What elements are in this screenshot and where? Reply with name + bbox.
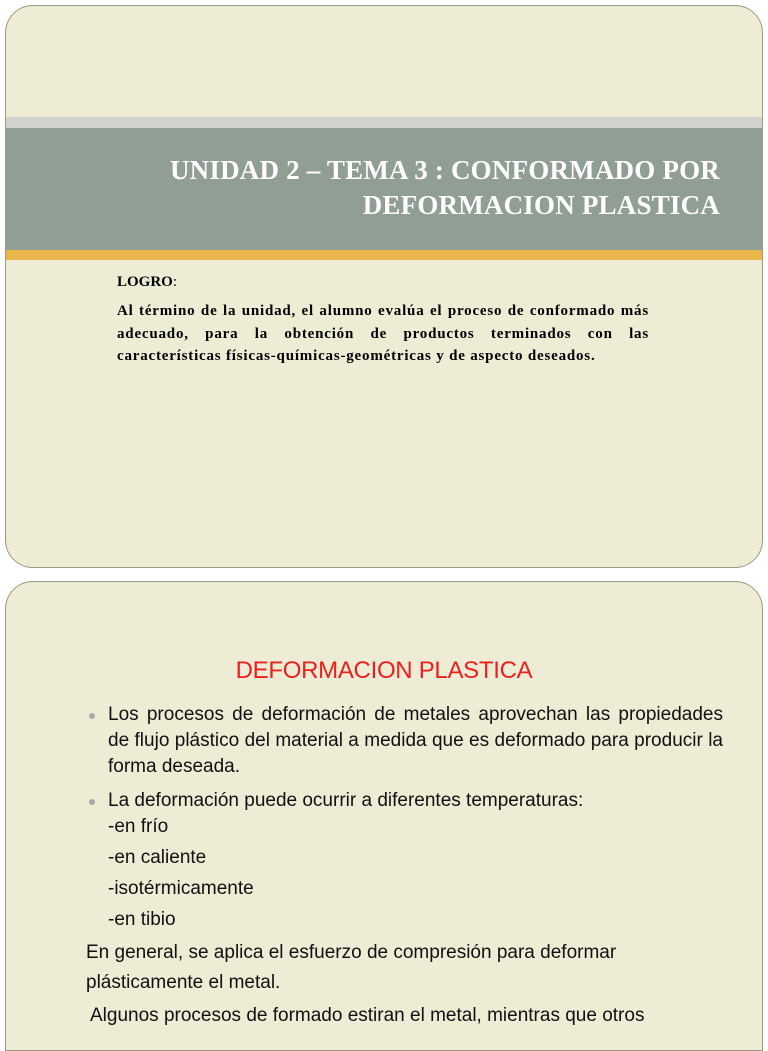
title-top-band <box>6 117 762 128</box>
temperature-item: -isotérmicamente <box>108 878 254 899</box>
paragraph-compression: En general, se aplica el esfuerzo de compresión para deformar plásticamente el metal. <box>86 942 617 993</box>
slide-2-heading: DEFORMACION PLASTICA <box>235 657 533 684</box>
slide-1 <box>5 5 763 568</box>
bullet-text: Los procesos de deformación de metales aprovechan las propiedades de flujo plástico del material a medida que es deformado para producir la forma deseada. <box>108 704 723 777</box>
temperature-item: -en frío <box>108 816 169 837</box>
temperature-item: -en caliente <box>108 847 207 868</box>
bullet-text: La deformación puede ocurrir a diferentes temperaturas: <box>108 790 584 811</box>
slide-title <box>80 153 720 223</box>
temperature-item: -en tibio <box>108 909 176 930</box>
bullet-list <box>86 702 723 941</box>
logro-heading <box>117 274 177 291</box>
bullet-dot-icon <box>89 799 95 805</box>
paragraph-stretch: Algunos procesos de formado estiran el metal, mientras que otros <box>90 1005 645 1026</box>
logro-text: Al término de la unidad, el alumno evalúa el proceso de conformado más adecuado, para la obtención de productos terminados con las características físicas-químicas-geométricas y de aspecto deseados. <box>117 303 649 364</box>
logro-label: LOGRO <box>117 274 173 290</box>
bullet-item <box>86 788 723 933</box>
title-accent-band <box>6 250 762 260</box>
slide-title-line-2: DEFORMACION PLASTICA <box>362 190 720 220</box>
bullet-dot-icon <box>89 713 95 719</box>
bullet-item <box>86 702 723 780</box>
slide-title-line-1: UNIDAD 2 – TEMA 3 : CONFORMADO POR <box>169 155 720 185</box>
slide-2 <box>5 581 763 1051</box>
logro-colon: : <box>172 274 178 290</box>
